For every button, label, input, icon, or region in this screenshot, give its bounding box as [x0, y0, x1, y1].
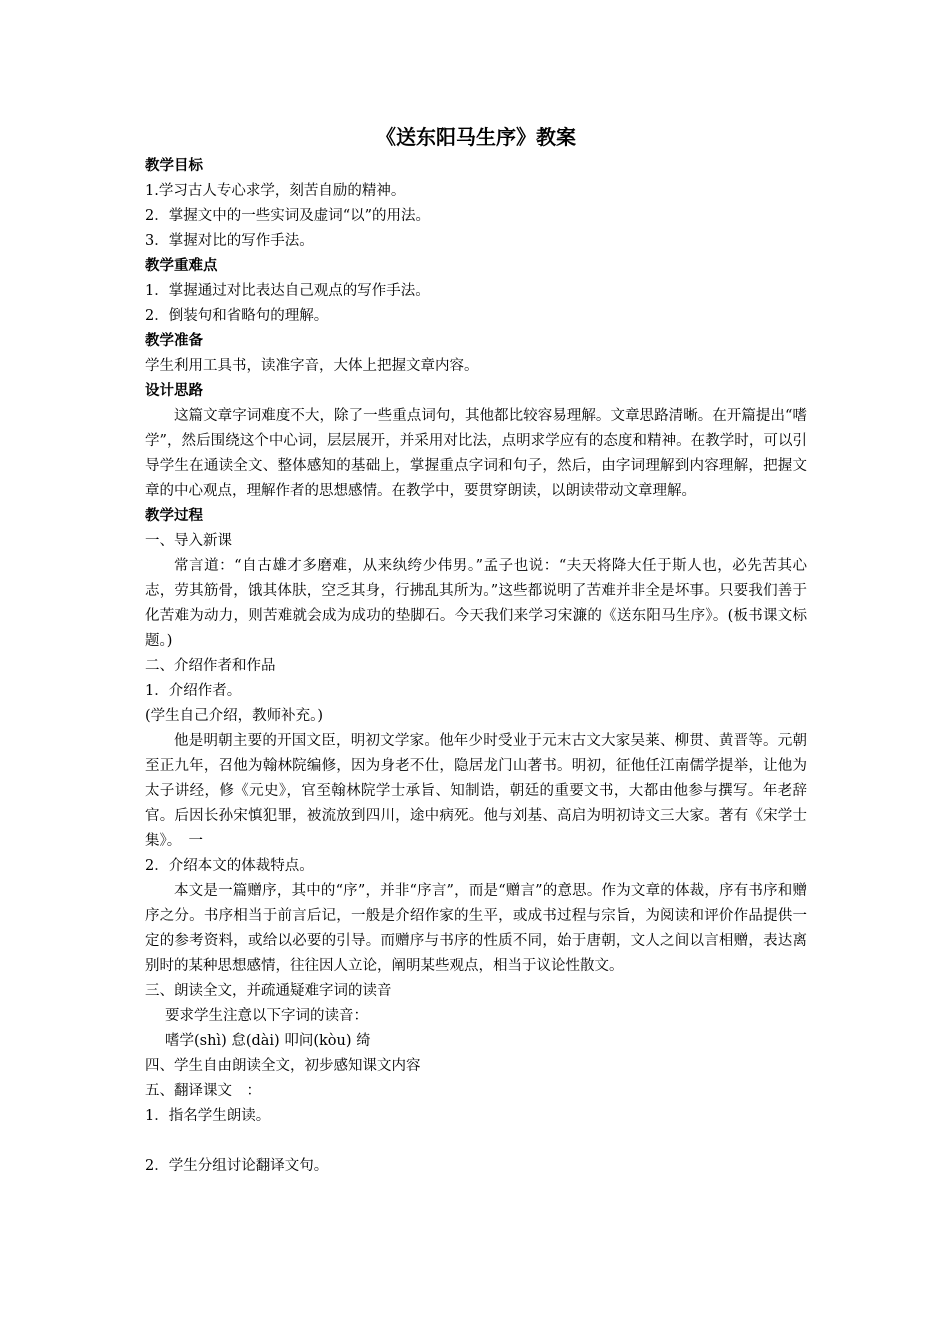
design-paragraph: 这篇文章字词难度不大，除了一些重点词句，其他都比较容易理解。文章思路清晰。在开篇提出“嗜学”，然后围绕这个中心词，层层展开，并采用对比法，点明求学应有的态度和精神。在教学时，可以引导学生在通读全文、整体感知的基础上，掌握重点字词和句子，然后，由字词理解到内容理解，把握文章的中心观点，理解作者的思想感情。在教学中，要贯穿朗读，以朗读带动文章理解。 — [145, 408, 807, 499]
preparation-heading: 教学准备 — [145, 333, 203, 349]
author-paragraph: 他是明朝主要的开国文臣，明初文学家。他年少时受业于元末古文大家吴莱、柳贯、黄晋等。元朝至正九年，召他为翰林院编修，因为身老不仕，隐居龙门山著书。明初，征他任江南儒学提举，让他为太子讲经，修《元史》，官至翰林院学士承旨、知制诰，朝廷的重要文书，大都由他参与撰写。年老辞官。后因长孙宋慎犯罪，被流放到四川，途中病死。他与刘基、高启为明初诗文三大家。著有《宋学士集》。 一 — [145, 733, 807, 849]
genre-paragraph: 本文是一篇赠序，其中的“序”，并非“序言”，而是“赠言”的意思。作为文章的体裁，序有书序和赠序之分。书序相当于前言后记，一般是介绍作家的生平，或成书过程与宗旨，为阅读和评价作品提供一定的参考资料，或给以必要的引导。而赠序与书序的性质不同，始于唐朝，文人之间以言相赠，表达离别时的某种思想感情，往往因人立论，阐明某些观点，相当于议论性散文。 — [145, 883, 807, 974]
step-5-title: 五、翻译课文 ： — [145, 1083, 261, 1099]
step-4-title: 四、学生自由朗读全文，初步感知课文内容 — [145, 1058, 421, 1074]
preparation-text: 学生利用工具书，读准字音，大体上把握文章内容。 — [145, 358, 479, 374]
step-1-paragraph: 常言道：“自古雄才多磨难，从来纨绔少伟男。”孟子也说：“夫天将降大任于斯人也，必先苦其心志，劳其筋骨，饿其体肤，空乏其身，行拂乱其所为。”这些都说明了苦难并非全是坏事。只要我们善于化苦难为动力，则苦难就会成为成功的垫脚石。今天我们来学习宋濂的《送东阳马生序》。(板书课文标题。) — [145, 558, 807, 649]
goal-item: 1.学习古人专心求学，刻苦自励的精神。 — [145, 183, 406, 199]
step-5-subitem-reading: 1．指名学生朗读。 — [145, 1108, 271, 1124]
step-2-note: (学生自己介绍，教师补充。) — [145, 708, 324, 724]
key-point-item: 2．倒装句和省略句的理解。 — [145, 308, 329, 324]
goal-item: 2．掌握文中的一些实词及虚词“以”的用法。 — [145, 208, 431, 224]
step-2-title: 二、介绍作者和作品 — [145, 658, 276, 674]
process-heading: 教学过程 — [145, 508, 203, 524]
step-3-title: 三、朗读全文，并疏通疑难字词的读音 — [145, 983, 392, 999]
step-3-requirement: 要求学生注意以下字词的读音： — [165, 1008, 368, 1024]
blank-line — [145, 1129, 807, 1154]
goals-heading: 教学目标 — [145, 158, 203, 174]
page-title: 《送东阳马生序》教案 — [376, 125, 576, 149]
design-heading: 设计思路 — [145, 383, 203, 399]
pronunciation-words: 嗜学(shì) 怠(dài) 叩问(kòu) 绮 — [165, 1033, 371, 1049]
step-1-title: 一、导入新课 — [145, 533, 232, 549]
step-2-subitem-genre: 2．介绍本文的体裁特点。 — [145, 858, 314, 874]
step-2-subitem-author: 1．介绍作者。 — [145, 683, 242, 699]
step-5-subitem-translation: 2．学生分组讨论翻译文句。 — [145, 1158, 329, 1174]
key-points-heading: 教学重难点 — [145, 258, 218, 274]
document-body — [145, 122, 807, 1179]
goal-item: 3．掌握对比的写作手法。 — [145, 233, 314, 249]
key-point-item: 1．掌握通过对比表达自己观点的写作手法。 — [145, 283, 430, 299]
